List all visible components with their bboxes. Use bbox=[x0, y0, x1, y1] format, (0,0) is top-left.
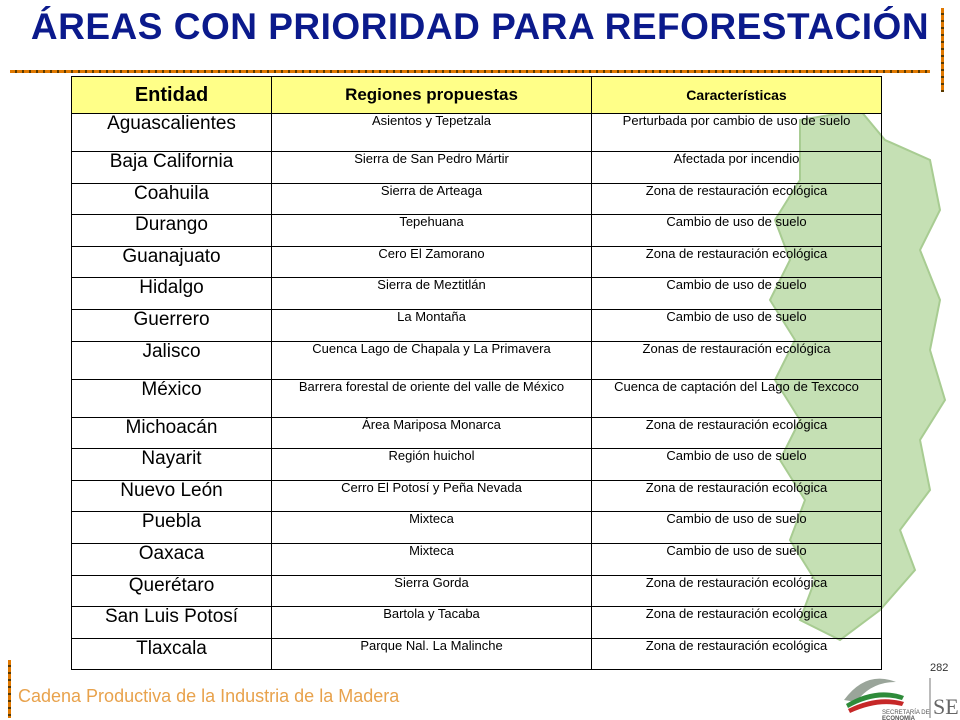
table-row bbox=[72, 183, 882, 215]
caracteristica-cell: Cambio de uso de suelo bbox=[592, 278, 882, 310]
entidad-cell: Nayarit bbox=[72, 449, 272, 481]
header-entidad: Entidad bbox=[72, 77, 272, 114]
caracteristica-cell: Cambio de uso de suelo bbox=[592, 543, 882, 575]
region-cell: Asientos y Tepetzala bbox=[272, 114, 592, 152]
entidad-cell: Querétaro bbox=[72, 575, 272, 607]
table-header-row bbox=[72, 77, 882, 114]
region-cell: Sierra de San Pedro Mártir bbox=[272, 152, 592, 184]
caracteristica-cell: Zona de restauración ecológica bbox=[592, 183, 882, 215]
entidad-cell: Tlaxcala bbox=[72, 638, 272, 670]
region-cell: Sierra de Arteaga bbox=[272, 183, 592, 215]
caracteristica-cell: Cambio de uso de suelo bbox=[592, 512, 882, 544]
entidad-cell: Michoacán bbox=[72, 417, 272, 449]
entidad-cell: Nuevo León bbox=[72, 480, 272, 512]
table-row bbox=[72, 638, 882, 670]
caracteristica-cell: Zona de restauración ecológica bbox=[592, 575, 882, 607]
logo-mark: SE bbox=[933, 694, 959, 719]
logo-line2: ECONOMÍA bbox=[882, 716, 915, 720]
table-row bbox=[72, 309, 882, 341]
table-row bbox=[72, 246, 882, 278]
top-right-rule bbox=[941, 8, 944, 92]
region-cell: Sierra Gorda bbox=[272, 575, 592, 607]
region-cell: La Montaña bbox=[272, 309, 592, 341]
table-row bbox=[72, 480, 882, 512]
region-cell: Parque Nal. La Malinche bbox=[272, 638, 592, 670]
entidad-cell: Guanajuato bbox=[72, 246, 272, 278]
region-cell: Tepehuana bbox=[272, 215, 592, 247]
region-cell: Mixteca bbox=[272, 512, 592, 544]
page-number: 282 bbox=[930, 662, 949, 674]
table-row bbox=[72, 379, 882, 417]
table-row bbox=[72, 114, 882, 152]
table-row bbox=[72, 278, 882, 310]
table-row bbox=[72, 607, 882, 639]
entidad-cell: Hidalgo bbox=[72, 278, 272, 310]
footer-text: Cadena Productiva de la Industria de la Madera bbox=[18, 686, 400, 706]
region-cell: Barrera forestal de oriente del valle de México bbox=[272, 379, 592, 417]
region-cell: Área Mariposa Monarca bbox=[272, 417, 592, 449]
caracteristica-cell: Zona de restauración ecológica bbox=[592, 638, 882, 670]
title-divider bbox=[10, 70, 930, 73]
entidad-cell: Baja California bbox=[72, 152, 272, 184]
region-cell: Sierra de Meztitlán bbox=[272, 278, 592, 310]
region-cell: Cerro El Potosí y Peña Nevada bbox=[272, 480, 592, 512]
entidad-cell: Jalisco bbox=[72, 341, 272, 379]
table-row bbox=[72, 215, 882, 247]
table-row bbox=[72, 512, 882, 544]
table-row bbox=[72, 575, 882, 607]
table-row bbox=[72, 449, 882, 481]
secretaria-economia-logo bbox=[836, 660, 959, 720]
entidad-cell: Aguascalientes bbox=[72, 114, 272, 152]
caracteristica-cell: Cambio de uso de suelo bbox=[592, 309, 882, 341]
table-row bbox=[72, 152, 882, 184]
caracteristica-cell: Cambio de uso de suelo bbox=[592, 215, 882, 247]
table-row bbox=[72, 543, 882, 575]
caracteristica-cell: Zonas de restauración ecológica bbox=[592, 341, 882, 379]
entidad-cell: Oaxaca bbox=[72, 543, 272, 575]
entidad-cell: Durango bbox=[72, 215, 272, 247]
caracteristica-cell: Cuenca de captación del Lago de Texcoco bbox=[592, 379, 882, 417]
page-title: ÁREAS CON PRIORIDAD PARA REFORESTACIÓN bbox=[30, 6, 930, 47]
caracteristica-cell: Zona de restauración ecológica bbox=[592, 607, 882, 639]
region-cell: Bartola y Tacaba bbox=[272, 607, 592, 639]
entidad-cell: Guerrero bbox=[72, 309, 272, 341]
region-cell: Mixteca bbox=[272, 543, 592, 575]
table-row bbox=[72, 417, 882, 449]
caracteristica-cell: Perturbada por cambio de uso de suelo bbox=[592, 114, 882, 152]
entidad-cell: Coahuila bbox=[72, 183, 272, 215]
entidad-cell: San Luis Potosí bbox=[72, 607, 272, 639]
caracteristica-cell: Cambio de uso de suelo bbox=[592, 449, 882, 481]
bottom-left-rule bbox=[8, 660, 11, 718]
caracteristica-cell: Zona de restauración ecológica bbox=[592, 417, 882, 449]
entidad-cell: México bbox=[72, 379, 272, 417]
region-cell: Cuenca Lago de Chapala y La Primavera bbox=[272, 341, 592, 379]
region-cell: Cero El Zamorano bbox=[272, 246, 592, 278]
header-regiones: Regiones propuestas bbox=[272, 77, 592, 114]
region-cell: Región huichol bbox=[272, 449, 592, 481]
logo-line1: SECRETARÍA DE bbox=[882, 710, 930, 716]
caracteristica-cell: Zona de restauración ecológica bbox=[592, 246, 882, 278]
caracteristica-cell: Zona de restauración ecológica bbox=[592, 480, 882, 512]
caracteristica-cell: Afectada por incendio bbox=[592, 152, 882, 184]
table-row bbox=[72, 341, 882, 379]
reforestation-table bbox=[71, 76, 882, 670]
header-caracteristicas: Características bbox=[592, 77, 882, 114]
entidad-cell: Puebla bbox=[72, 512, 272, 544]
